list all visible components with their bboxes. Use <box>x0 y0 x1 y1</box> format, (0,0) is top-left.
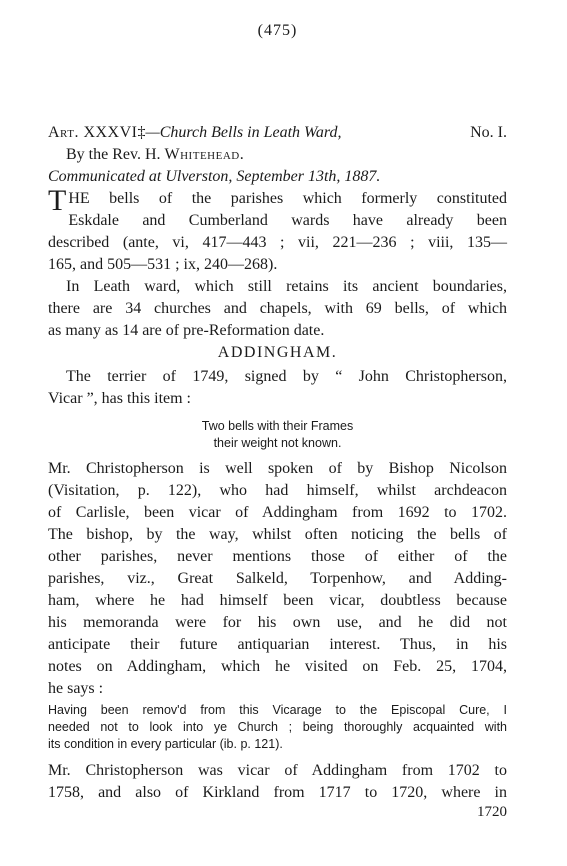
article-number: No. I. <box>470 124 507 141</box>
paragraph-vicar <box>48 760 507 804</box>
text-line: there are 34 churches and chapels, with 69 bells, of which <box>48 300 507 317</box>
quote-line: its condition in every particular (ib. p. 121). <box>48 737 283 751</box>
article-title-line <box>48 122 342 144</box>
text-line: as many as 14 are of pre-Reformation date. <box>48 322 325 339</box>
text-line: he says : <box>48 680 104 697</box>
paragraph-intro <box>48 184 507 342</box>
page-number: (475) <box>257 22 298 39</box>
quote-line: Two bells with their Frames <box>201 419 354 433</box>
text-line: of Carlisle, been vicar of Addingham from 1692 to 1702. <box>48 504 507 521</box>
paragraph-christopherson <box>48 458 507 700</box>
text-line: Mr. Christopherson is well spoken of by Bishop Nicolson <box>48 460 507 477</box>
byline <box>66 144 244 166</box>
drop-cap: T <box>48 184 67 217</box>
byline-prefix: By the Rev. H. <box>66 146 161 163</box>
text-line: notes on Addingham, which he visited on Feb. 25, 1704, <box>48 658 507 675</box>
text-line: ham, where he had himself been vicar, doubtless because <box>48 592 507 609</box>
text-line: 165, and 505—531 ; ix, 240—268). <box>48 256 278 273</box>
text-line: other parishes, never mentions those of either of the <box>48 548 507 565</box>
author-name: Whitehead. <box>164 146 245 163</box>
text-line: Vicar ”, has this item : <box>48 390 191 407</box>
article-title: —Church Bells in Leath Ward, <box>145 124 342 141</box>
article-mark: ‡ <box>137 124 146 141</box>
section-heading: ADDINGHAM. <box>217 344 338 361</box>
text-line: 1758, and also of Kirkland from 1717 to 1720, where in <box>48 784 507 801</box>
quote-terrier <box>48 418 507 452</box>
communicated-line: Communicated at Ulverston, September 13th, 1887. <box>48 168 381 185</box>
text-line: The bishop, by the way, whilst often noticing the bells of <box>48 526 507 543</box>
quote-line: needed not to look into ye Church ; being thoroughly acquainted with <box>48 720 507 734</box>
catchword: 1720 <box>477 804 507 820</box>
text-line: described (ante, vi, 417—443 ; vii, 221—236 ; viii, 135— <box>48 234 507 251</box>
text-line: anticipate their future antiquarian interest. Thus, in his <box>48 636 507 653</box>
text-line: his memoranda were for his own use, and he did not <box>48 614 507 631</box>
text-line: Eskdale and Cumberland wards have already been <box>68 212 507 229</box>
paragraph-terrier <box>48 366 507 410</box>
text-line: The terrier of 1749, signed by “ John Christopherson, <box>66 368 507 385</box>
text-line: HE bells of the parishes which formerly constituted <box>68 190 507 207</box>
text-line: (Visitation, p. 122), who had himself, whilst archdeacon <box>48 482 507 499</box>
text-line: In Leath ward, which still retains its ancient boundaries, <box>66 278 507 295</box>
text-line: Mr. Christopherson was vicar of Addingham from 1702 to <box>48 762 507 779</box>
quote-line: Having been remov'd from this Vicarage to the Episcopal Cure, I <box>48 703 507 717</box>
article-label: Art. XXXVI <box>48 124 138 141</box>
article-header <box>48 122 507 144</box>
quote-line: their weight not known. <box>213 436 342 450</box>
quote-nicolson <box>48 702 507 753</box>
text-line: parishes, viz., Great Salkeld, Torpenhow, and Adding- <box>48 570 507 587</box>
